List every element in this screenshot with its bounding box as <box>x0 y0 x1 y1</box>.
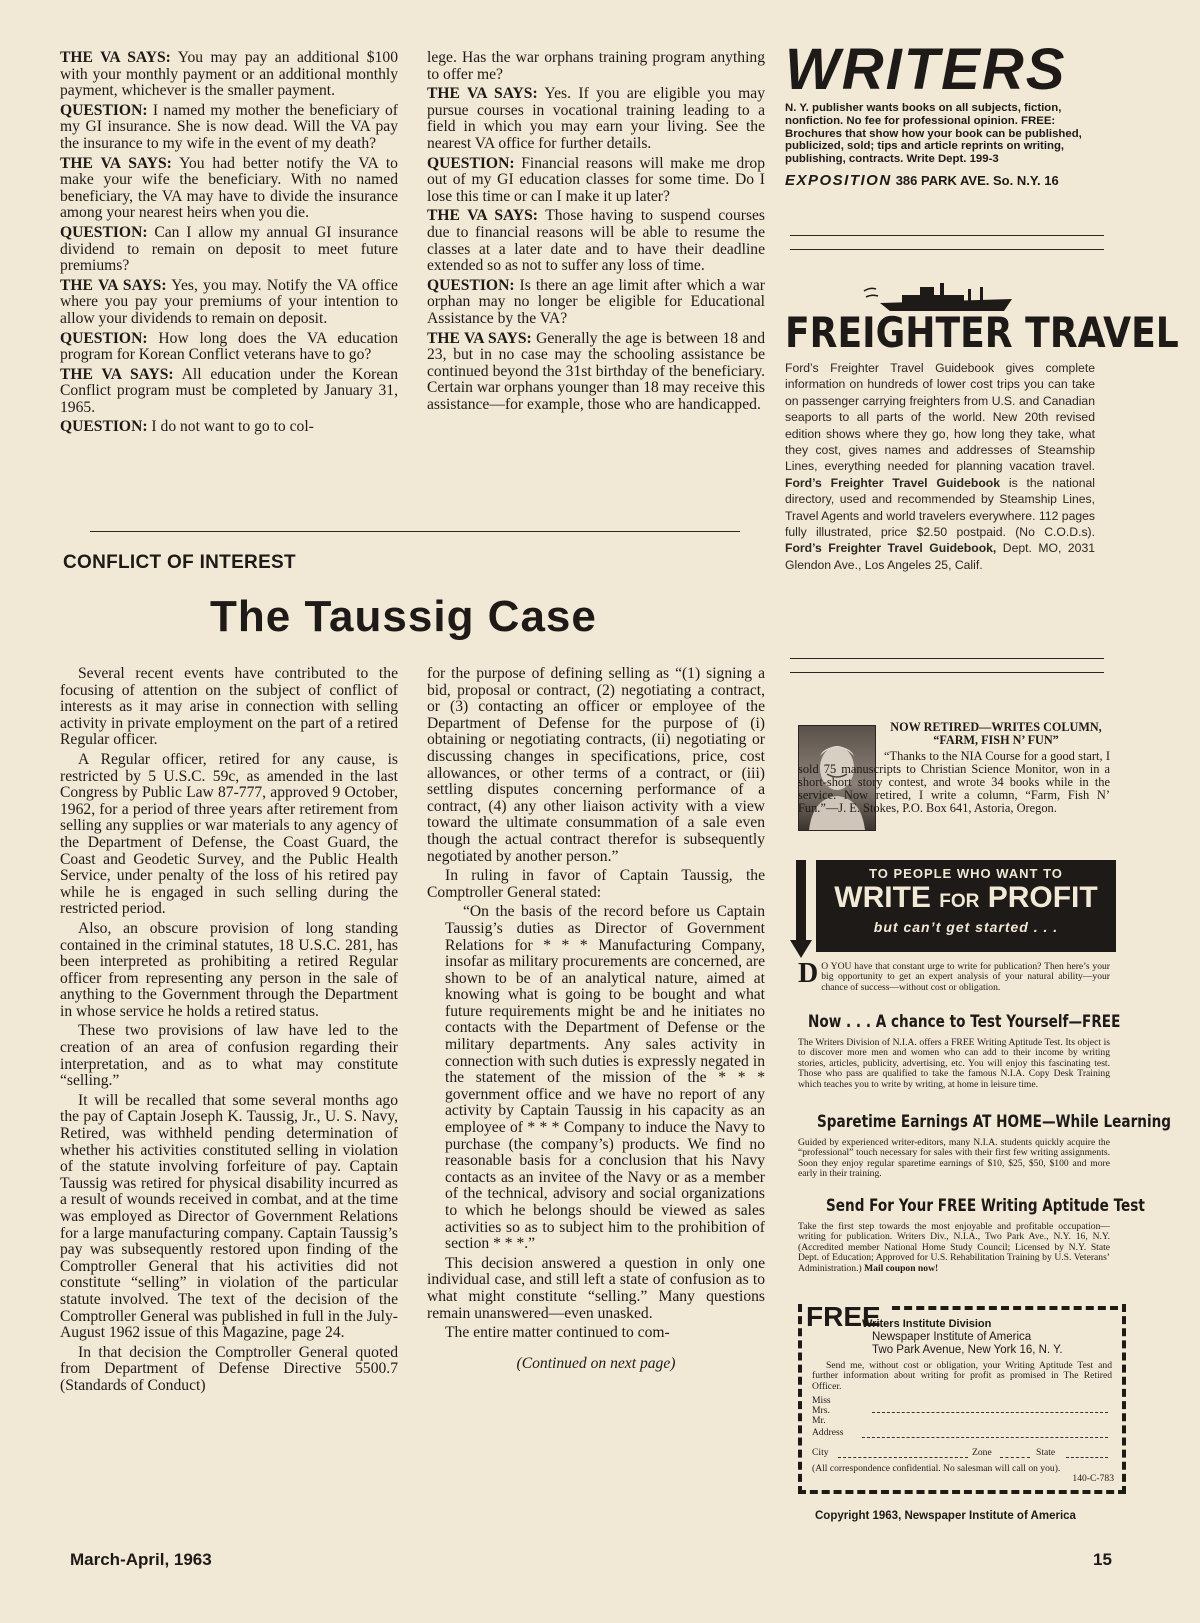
writers-ad-title: WRITERS <box>785 37 1067 102</box>
qa-paragraph <box>60 156 398 222</box>
banner-profit: PROFIT <box>987 881 1098 914</box>
qa-text: Those having to suspend courses due to financial reasons will be able to resume the classes at a later date and to have their deadline extended so as not to suffer any loss of time. <box>427 207 765 275</box>
qa-paragraph <box>60 278 398 328</box>
ad-divider <box>790 672 1104 673</box>
coupon-text: Send me, without cost or obligation, your Writing Aptitude Test and further information about writing for profit as promised in The Retired Officer. <box>812 1360 1112 1392</box>
testimonial-text: “Thanks to the NIA Course for a good start, I sold 75 manuscripts to Christian Science Monitor, won in a short-short story contest, and wrote 34 books while in the service. Now retired, I write a column, “Farm, Fish N’ Fun.”—J. E. Stokes, P.O. Box 641, Astoria, Oregon. <box>798 749 1110 815</box>
article-title: The Taussig Case <box>210 592 597 641</box>
qa-text: How long does the VA education program for Korean Conflict veterans have to go? <box>60 329 398 364</box>
city-label: City <box>812 1447 829 1458</box>
freighter-text: is the national directory, used and recommended by Steamship Lines, Travel Agents and world travelers everywhere. 112 pages fully illustrated, price $2.50 postpaid. (No C.O.D.s). <box>785 475 1095 540</box>
qa-paragraph <box>60 103 398 153</box>
qa-lead: THE VA SAYS: <box>427 207 538 225</box>
nia-heading-3: Send For Your FREE Writing Aptitude Test <box>826 1196 1145 1216</box>
banner-main <box>816 881 1116 919</box>
writers-ad-address-line <box>785 172 1135 190</box>
qa-paragraph <box>427 86 765 152</box>
mr-label: Mr. <box>812 1415 826 1426</box>
nia-intro-text: O YOU have that constant urge to write for publication? Then here’s your big opportunity to get an expert analysis of your natural ability—your chance of success—without cost or obligation. <box>821 961 1110 993</box>
coupon-org-1: Writers Institute Division <box>862 1318 992 1330</box>
freighter-ad-body <box>785 360 1095 573</box>
article-paragraph: In that decision the Comptroller General quoted from Department of Defense Directive 5500.7 (Standards of Conduct) <box>60 1343 398 1394</box>
exposition-brand: EXPOSITION <box>785 171 892 189</box>
qa-column-right <box>427 50 765 416</box>
qa-lead: THE VA SAYS: <box>60 276 167 294</box>
coupon-title-labels <box>812 1396 831 1426</box>
qa-text: Yes, you may. Notify the VA office where you pay your premiums of your intention to allow your dividends to remain on deposit. <box>60 276 398 327</box>
article-column-1 <box>60 666 398 1398</box>
qa-text: Is there an age limit after which a war orphan may no longer be eligible for Educational Assistance by the VA? <box>427 276 765 327</box>
nia-intro <box>798 958 1110 993</box>
qa-lead: QUESTION: <box>60 418 148 436</box>
nia-paragraph-2: Guided by experienced writer-editors, many N.I.A. students quickly acquire the “professional” touch necessary for sales with their first few writing assignments. Soon they enjoy regular sparetime earnings of $10, $25, $50, $100 and more early in their training. <box>798 1137 1110 1180</box>
freighter-text: Dept. MO, 2031 Glendon Ave., Los Angeles 25, Calif. <box>785 541 1095 572</box>
qa-lead: THE VA SAYS: <box>60 365 174 383</box>
banner-for: FOR <box>939 891 980 912</box>
qa-lead: QUESTION: <box>60 223 148 241</box>
footer-date: March-April, 1963 <box>70 1550 212 1569</box>
nia-paragraph-1: The Writers Division of N.I.A. offers a FREE Writing Aptitude Test. Its object is to discover more men and women who can add to their income by writing stories, articles, publicity, advertising, etc. You will enjoy this fascinating test. Those who pass are qualified to take the famous N.I.A. Copy Desk Training which teaches you to write by writing, at home in leisure time. <box>798 1037 1110 1090</box>
coupon-free: FREE <box>806 1302 885 1332</box>
coupon-top-dashes <box>892 1306 1118 1310</box>
nia-heading-1: Now . . . A chance to Test Yourself—FREE <box>808 1012 1121 1032</box>
qa-lead: QUESTION: <box>60 101 148 119</box>
nia-heading-2: Sparetime Earnings AT HOME—While Learning <box>817 1112 1172 1132</box>
continued-note: (Continued on next page) <box>516 1354 676 1372</box>
ad-divider <box>790 235 1104 236</box>
banner-top: TO PEOPLE WHO WANT TO <box>869 866 1063 881</box>
qa-paragraph <box>60 225 398 275</box>
article-paragraph: Also, an obscure provision of long standing contained in the criminal statutes, 18 U.S.C. 281, has been interpreted as prohibiting a retired Regular officer from representing any person in the sale of anything to the Government through the Department in whose service he holds a retired status. <box>60 919 398 1020</box>
article-column-2 <box>427 666 765 1375</box>
miss-label: Miss <box>812 1395 831 1406</box>
name-field[interactable] <box>872 1412 1108 1413</box>
nia-p3-text: Take the first step towards the most enjoyable and profitable occupation—writing for publication. Writers Div., N.I.A., Two Park Ave., N.Y. 16, N.Y. (Accredited member National Home Study Council; Licensed by N.Y. State Dept. of Education; Approved for U.S. Rehabilitation Training by U.S. Veterans’ Administration.) <box>798 1221 1110 1274</box>
copyright: Copyright 1963, Newspaper Institute of America <box>815 1510 1076 1522</box>
article-paragraph: In ruling in favor of Captain Taussig, the Comptroller General stated: <box>427 867 765 901</box>
coupon[interactable] <box>798 1301 1126 1494</box>
city-field[interactable] <box>838 1457 968 1458</box>
article-paragraph: A Regular officer, retired for any cause, is restricted by 5 U.S.C. 59c, as amended in the last Congress by Public Law 87-777, approved 9 October, 1962, for a period of three years after retirement from selling any supplies or war materials to any agency of the Department of Defense, the Coast Guard, the Coast and Geodetic Survey, and the Public Health Service, under penalty of the loss of his retired pay while he is engaged in such selling during the restricted period. <box>60 750 398 918</box>
article-quote: “On the basis of the record before us Captain Taussig’s duties as Director of Government Relations for * * * Manufacturing Company, insofar as military procurements are concerned, are shown to be of an analytical nature, aimed at knowing what is going to be bought and what future requirements might be and he initiates no contacts with the Department of Defense or the military departments. Any sales activity in connection with such duties is expressly negated in the statement of the mission of the * * * government office and we have no report of any activity by Captain Taussig in his capacity as an employee of * * * Company to induce the Navy to purchase (the company’s) products. We find no reasonable basis for a conclusion that his Navy contacts as an invitee of the Navy or as a member of the technical, advisory and social organizations to which he belongs should be viewed as sales activities so as to subject him to the prohibition of section * * *.” <box>445 903 765 1253</box>
footer-page-number: 15 <box>1093 1550 1112 1569</box>
qa-text: Financial reasons will make me drop out of my GI education classes for some time. Do I lose this time or can I make it up later? <box>427 154 765 205</box>
article-paragraph: The entire matter continued to com- <box>445 1324 670 1342</box>
coupon-note: (All correspondence confidential. No salesman will call on you). <box>812 1463 1061 1474</box>
article-paragraph: It will be recalled that some several months ago the pay of Captain Joseph K. Taussig, Jr., U. S. Navy, Retired, was withheld pending determination of whether his activities constituted selling in violation of the statute involving forfeiture of pay. Captain Taussig was retired for physical disability incurred as a result of wounds received in combat, and at the time was employed as Director of Government Relations for a large manufacturing company. Captain Taussig’s pay was subsequently restored upon finding of the Comptroller General that his activities did not constitute “selling” in violation of the particular statute involved. The text of the decision of the Comptroller General was published in full in the July-August 1962 issue of this Magazine, page 24. <box>60 1091 398 1342</box>
qa-paragraph <box>427 156 765 206</box>
article-paragraph: These two provisions of law have led to the creation of an area of confusion regarding their interpretation, and as to what may constitute “selling.” <box>60 1022 398 1090</box>
address-field[interactable] <box>862 1437 1108 1438</box>
ad-divider <box>790 249 1104 250</box>
nia-paragraph-3 <box>798 1222 1110 1274</box>
qa-paragraph <box>427 50 765 83</box>
qa-text: All education under the Korean Conflict program must be completed by January 31, 1965. <box>60 365 398 416</box>
qa-text: Generally the age is between 18 and 23, but in no case may the schooling assistance be continued beyond the 31st birthday of the beneficiary. Certain war orphans younger than 18 may receive this assistance—for example, those who are handicapped. <box>427 329 765 413</box>
qa-lead: QUESTION: <box>427 154 515 172</box>
writers-ad <box>785 37 1135 190</box>
state-label: State <box>1036 1447 1056 1458</box>
qa-text: Yes. If you are eligible you may pursue courses in vocational training leading to a field in which you may earn your living. See the nearest VA office for further details. <box>427 85 765 152</box>
state-field[interactable] <box>1066 1457 1108 1458</box>
qa-lead: THE VA SAYS: <box>60 49 171 66</box>
mail-coupon-cta: Mail coupon now! <box>864 1262 939 1274</box>
qa-text: I do not want to go to col- <box>147 418 314 436</box>
qa-text: You had better notify the VA to make your wife the beneficiary. With no named beneficiary, the VA may have to divide the insurance among your nearest heirs when you die. <box>60 154 398 222</box>
qa-paragraph <box>60 419 398 436</box>
qa-text: lege. Has the war orphans training program anything to offer me? <box>427 49 765 83</box>
article-kicker: CONFLICT OF INTEREST <box>63 552 296 573</box>
qa-paragraph <box>60 331 398 364</box>
qa-text: You may pay an additional $100 with your monthly payment or an additional monthly payment, whichever is the smaller payment. <box>60 49 398 100</box>
write-for-profit-banner <box>816 860 1116 952</box>
banner-write: WRITE <box>834 881 931 914</box>
writers-ad-body: N. Y. publisher wants books on all subjects, fiction, nonfiction. No fee for professional opinion. FREE: Brochures that show how your book can be published, publicized, sold; tips and article reprints on writing, publishing, contracts. Write Dept. 199-3 <box>785 102 1082 166</box>
qa-lead: THE VA SAYS: <box>427 85 538 103</box>
freighter-text-bold: Ford’s Freighter Travel Guidebook, <box>785 541 997 556</box>
ad-divider <box>790 658 1104 659</box>
freighter-ad-title: FREIGHTER TRAVEL <box>785 308 1179 357</box>
drop-cap: D <box>798 958 819 989</box>
exposition-address: 386 PARK AVE. So. N.Y. 16 <box>895 172 1059 188</box>
qa-paragraph <box>427 278 765 328</box>
qa-paragraph <box>427 208 765 274</box>
mrs-label: Mrs. <box>812 1405 830 1416</box>
qa-column-left <box>60 50 398 439</box>
coupon-org-3: Two Park Avenue, New York 16, N. Y. <box>872 1344 1063 1356</box>
banner-sub: but can’t get started . . . <box>873 919 1059 935</box>
freighter-text-bold: Ford’s Freighter Travel Guidebook <box>785 475 1001 490</box>
article-paragraph: This decision answered a question in only one individual case, and still left a state of confusion as to what might constitute “selling.” Many questions remain unanswered—even unasked. <box>427 1254 765 1322</box>
freighter-text: Ford’s Freighter Travel Guidebook gives complete information on hundreds of lower cost trips you can take on passenger carrying freighters from U.S. and Canadian seaports to all parts of the world. New 20th revised edition shows where they go, how long they take, what they cost, gives names and addresses of Steamship Lines, everything needed for planning vacation travel. <box>785 361 1095 474</box>
qa-text: I named my mother the beneficiary of my GI insurance. She is now dead. Will the VA pay the insurance to my wife in the event of my death? <box>60 101 398 152</box>
zone-label: Zone <box>972 1447 992 1458</box>
article-paragraph: Several recent events have contributed to the focusing of attention on the subject of conflict of interests as it may arise in connection with selling activity in private employment on the part of a retired Regular officer. <box>60 665 398 749</box>
testimonial-heading: NOW RETIRED—WRITES COLUMN, “FARM, FISH N’ FUN” <box>890 720 1102 747</box>
qa-paragraph <box>60 50 398 100</box>
qa-lead: THE VA SAYS: <box>427 329 532 347</box>
qa-lead: QUESTION: <box>60 329 148 347</box>
zone-field[interactable] <box>1000 1457 1030 1458</box>
address-label: Address <box>812 1427 844 1438</box>
coupon-org-2: Newspaper Institute of America <box>872 1331 1032 1343</box>
qa-lead: THE VA SAYS: <box>60 154 172 172</box>
section-divider <box>90 531 740 532</box>
article-paragraph: for the purpose of defining selling as “(1) signing a bid, proposal or contract, (2) negotiating a contract, or (3) contacting an officer or employee of the Department of Defense for the purpose of (i) obtaining or negotiating contracts, (ii) negotiating or discussing changes in specifications, price, cost allowances, or other terms of a contract, or (iii) settling disputes concerning performance of a contract, (4) any other liaison activity with a view toward the ultimate consummation of a sale even though the actual contract therefor is subsequently negotiated by another person.” <box>427 665 765 865</box>
qa-text: Can I allow my annual GI insurance dividend to remain on deposit to meet future premiums? <box>60 223 398 275</box>
qa-paragraph <box>427 331 765 414</box>
coupon-code: 140-C-783 <box>1072 1473 1114 1484</box>
qa-paragraph <box>60 367 398 417</box>
arrow-down-icon <box>790 860 814 960</box>
qa-lead: QUESTION: <box>427 276 515 294</box>
freighter-ad <box>785 308 1179 573</box>
